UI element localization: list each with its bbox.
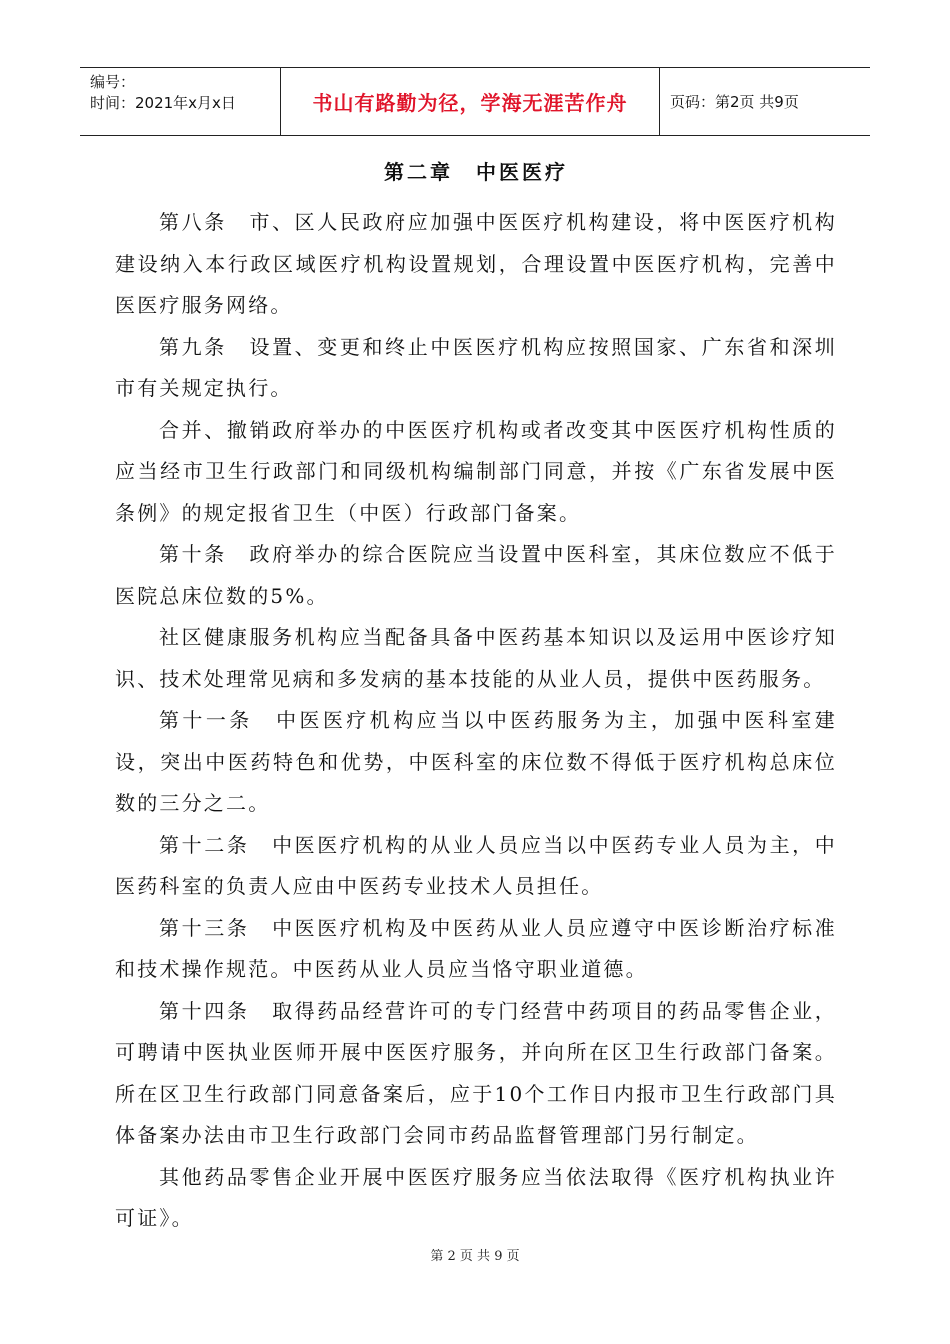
- header-motto-cell: [280, 68, 660, 135]
- page-footer: 第 2 页 共 9 页: [430, 1249, 520, 1264]
- time-label: 时间：2021年x月x日: [90, 94, 236, 112]
- paragraph: 第八条 市、区人民政府应加强中医医疗机构建设，将中医医疗机构建设纳入本行政区域医疗机构设置规划，合理设置中医医疗机构，完善中医医疗服务网络。: [115, 210, 837, 317]
- paragraph: 第九条 设置、变更和终止中医医疗机构应按照国家、广东省和深圳市有关规定执行。: [115, 334, 837, 400]
- paragraph: 第十四条 取得药品经营许可的专门经营中药项目的药品零售企业，可聘请中医执业医师开展中医医疗服务，并向所在区卫生行政部门备案。所在区卫生行政部门同意备案后，应于10个工作日内报市卫生行政部门具体备案办法由市卫生行政部门会同市药品监督管理部门另行制定。: [115, 998, 837, 1147]
- document-body: [115, 155, 837, 1240]
- paragraph: 第十一条 中医医疗机构应当以中医药服务为主，加强中医科室建设，突出中医药特色和优势，中医科室的床位数不得低于医疗机构总床位数的三分之二。: [115, 708, 837, 815]
- page-info-text: 页码：第2页 共9页: [670, 93, 799, 111]
- paragraph: 第十二条 中医医疗机构的从业人员应当以中医药专业人员为主，中医药科室的负责人应由中医药专业技术人员担任。: [115, 832, 837, 898]
- document-header: [80, 67, 870, 136]
- number-label: 编号：: [90, 73, 136, 91]
- header-page-info: [660, 68, 870, 135]
- header-meta: [80, 68, 280, 135]
- paragraph: 其他药品零售企业开展中医医疗服务应当依法取得《医疗机构执业许可证》。: [115, 1164, 837, 1230]
- paragraph: 第十三条 中医医疗机构及中医药从业人员应遵守中医诊断治疗标准和技术操作规范。中医药从业人员应当恪守职业道德。: [115, 915, 837, 981]
- paragraph: 合并、撤销政府举办的中医医疗机构或者改变其中医医疗机构性质的应当经市卫生行政部门和同级机构编制部门同意，并按《广东省发展中医条例》的规定报省卫生（中医）行政部门备案。: [115, 417, 837, 525]
- paragraph: 第十条 政府举办的综合医院应当设置中医科室，其床位数应不低于医院总床位数的5%。: [115, 542, 837, 608]
- paragraph: 社区健康服务机构应当配备具备中医药基本知识以及运用中医诊疗知识、技术处理常见病和多发病的基本技能的从业人员，提供中医药服务。: [115, 625, 837, 691]
- chapter-title: 第二章 中医医疗: [384, 160, 568, 184]
- motto-text: 书山有路勤为径，学海无涯苦作舟: [312, 91, 628, 115]
